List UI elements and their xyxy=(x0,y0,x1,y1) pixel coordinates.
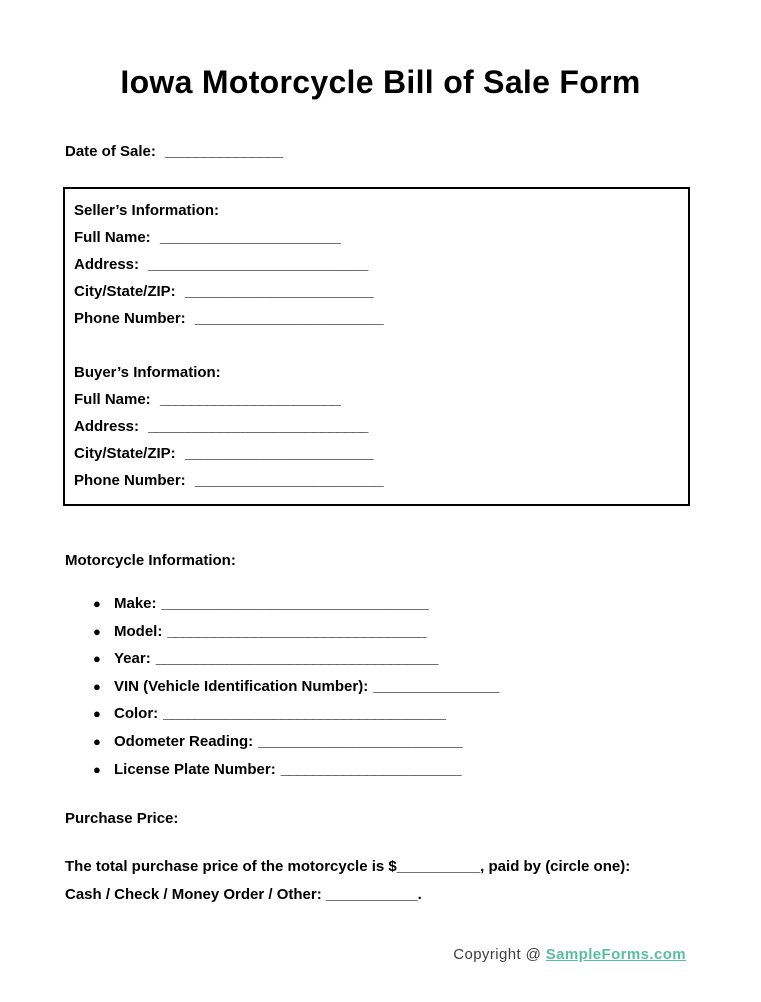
seller-address-label: Address: xyxy=(74,256,140,273)
box-blank-line xyxy=(74,332,678,359)
seller-phone-blank: ________________________ xyxy=(194,310,384,327)
color-label: Color: xyxy=(114,705,159,723)
buyer-address-blank: ____________________________ xyxy=(148,418,368,435)
buyer-address-label: Address: xyxy=(74,418,140,435)
license-plate-label: License Plate Number: xyxy=(114,760,276,778)
purchase-price-line1: The total purchase price of the motorcycle is $__________, paid by (circle one): xyxy=(65,858,631,876)
bullet-marker: ● xyxy=(93,596,101,611)
purchase-price-heading: Purchase Price: xyxy=(65,810,179,828)
list-item-year xyxy=(0,645,761,673)
model-label: Model: xyxy=(114,622,163,640)
buyer-info-heading: Buyer’s Information: xyxy=(74,364,221,381)
buyer-address-row xyxy=(74,413,678,440)
parties-info-box xyxy=(63,187,690,506)
seller-city-state-zip-row xyxy=(74,278,678,305)
buyer-city-state-zip-row xyxy=(74,440,678,467)
list-item-model xyxy=(0,618,761,646)
seller-full-name-label: Full Name: xyxy=(74,229,151,246)
vin-label: VIN (Vehicle Identification Number): xyxy=(114,677,369,695)
list-item-vin xyxy=(0,673,761,701)
seller-full-name-blank: _______________________ xyxy=(159,229,341,246)
page-title: Iowa Motorcycle Bill of Sale Form xyxy=(120,64,641,100)
seller-city-state-zip-label: City/State/ZIP: xyxy=(74,283,176,300)
seller-phone-label: Phone Number: xyxy=(74,310,186,327)
date-of-sale-row xyxy=(65,143,761,160)
model-blank: _________________________________ xyxy=(167,622,427,640)
bullet-marker: ● xyxy=(93,733,101,749)
copyright-footer xyxy=(453,946,686,963)
license-plate-blank: _______________________ xyxy=(280,760,462,778)
year-label: Year: xyxy=(114,650,151,668)
seller-full-name-row xyxy=(74,224,678,251)
list-item-odometer xyxy=(0,728,761,756)
buyer-full-name-row xyxy=(74,386,678,413)
bullet-marker: ● xyxy=(93,761,101,777)
seller-phone-row xyxy=(74,305,678,332)
motorcycle-info-heading: Motorcycle Information: xyxy=(65,552,236,569)
buyer-phone-blank: ________________________ xyxy=(194,472,384,489)
buyer-full-name-blank: _______________________ xyxy=(159,391,341,408)
purchase-price-line2: Cash / Check / Money Order / Other: ___________. xyxy=(65,886,422,904)
bullet-marker: ● xyxy=(93,706,101,722)
seller-address-blank: ____________________________ xyxy=(148,256,368,273)
buyer-full-name-label: Full Name: xyxy=(74,391,151,408)
buyer-phone-label: Phone Number: xyxy=(74,472,186,489)
sampleforms-link[interactable]: SampleForms.com xyxy=(545,946,686,963)
vin-blank: ________________ xyxy=(373,677,499,695)
seller-info-heading: Seller’s Information: xyxy=(74,202,220,219)
list-item-make xyxy=(0,590,761,618)
bullet-marker: ● xyxy=(93,651,101,667)
buyer-city-state-zip-label: City/State/ZIP: xyxy=(74,445,176,462)
date-of-sale-blank: _______________ xyxy=(165,143,283,160)
odometer-blank: __________________________ xyxy=(258,732,463,750)
bullet-marker: ● xyxy=(93,678,101,694)
motorcycle-info-list xyxy=(0,590,761,783)
purchase-price-paragraph xyxy=(65,853,761,909)
list-item-color xyxy=(0,700,761,728)
make-blank: __________________________________ xyxy=(161,595,429,612)
make-label: Make: xyxy=(114,595,157,612)
odometer-label: Odometer Reading: xyxy=(114,732,254,750)
year-blank: ____________________________________ xyxy=(155,650,439,668)
seller-city-state-zip-blank: ________________________ xyxy=(184,283,374,300)
date-of-sale-label: Date of Sale: xyxy=(65,143,156,160)
list-item-license-plate xyxy=(0,756,761,784)
buyer-phone-row xyxy=(74,467,678,494)
copyright-text: Copyright @ xyxy=(453,946,546,963)
buyer-city-state-zip-blank: ________________________ xyxy=(184,445,374,462)
bullet-marker: ● xyxy=(93,623,101,639)
color-blank: ____________________________________ xyxy=(163,705,446,723)
seller-address-row xyxy=(74,251,678,278)
